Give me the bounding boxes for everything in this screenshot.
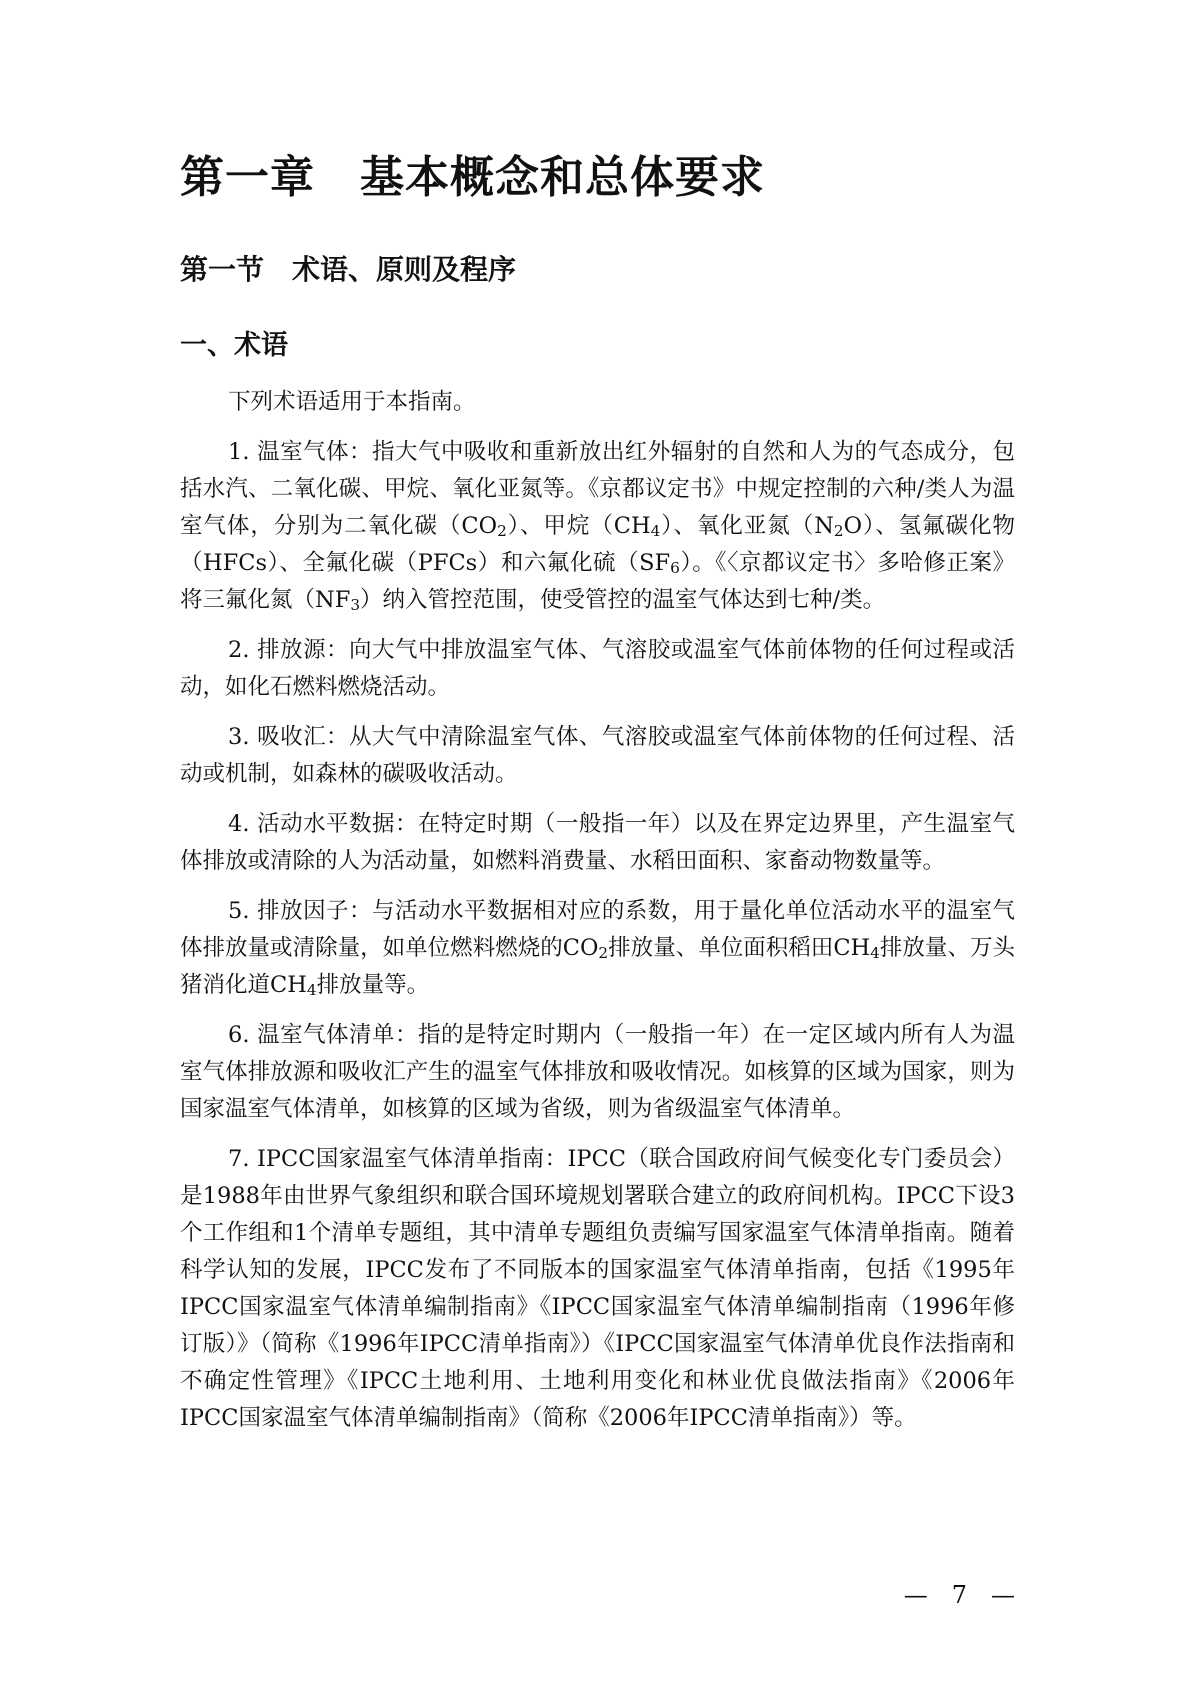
paragraph [180,806,1015,880]
chapter-title: 第一章 基本概念和总体要求 [180,152,765,203]
subscript-text: 4 [306,981,317,1000]
text-run: ）纳入管控范围，使受管控的温室气体达到七种/类。 [360,587,886,613]
paragraph [180,893,1015,1004]
text-run: 1. 温室气体：指大气中吸收和重新放出红外辐射的自然和人为的气态成分，包括水汽、二氧化碳、甲烷、氧化亚氮等。《京都议定书》中规定控制的六种/类人为温室气体，分别为二氧化碳（CO [180,439,1015,539]
text-run: 5. 排放因子：与活动水平数据相对应的系数，用于量化单位活动水平的温室气体排放量或清除量，如单位燃料燃烧的CO [180,898,1015,961]
text-run: 4. 活动水平数据：在特定时期（一般指一年）以及在界定边界里，产生温室气体排放或清除的人为活动量，如燃料消费量、水稻田面积、家畜动物数量等。 [180,811,1015,874]
subscript-text: 3 [350,596,361,615]
text-run: ）、氧化亚氮（N [660,513,834,539]
paragraph [180,632,1015,706]
document-page [180,0,1015,1683]
text-run: 2. 排放源：向大气中排放温室气体、气溶胶或温室气体前体物的任何过程或活动，如化石燃料燃烧活动。 [180,637,1015,700]
paragraph [180,719,1015,793]
paragraph [180,434,1015,619]
subscript-text: 2 [497,522,507,541]
text-run: 下列术语适用于本指南。 [228,389,476,415]
page-number: — 7 — [903,1581,1015,1609]
text-run: O）、氢氟碳化物（HFCs）、全氟化碳（PFCs）和六氟化硫（SF [180,513,1015,576]
text-run: 3. 吸收汇：从大气中清除温室气体、气溶胶或温室气体前体物的任何过程、活动或机制，如森林的碳吸收活动。 [180,724,1015,787]
paragraph [180,1141,1015,1437]
text-run: ）、甲烷（CH [506,513,651,539]
text-run: 7. IPCC国家温室气体清单指南：IPCC（联合国政府间气候变化专门委员会）是1988年由世界气象组织和联合国环境规划署联合建立的政府间机构。IPCC下设3个工作组和1个清单专题组，其中清单专题组负责编写国家温室气体清单指南。随着科学认知的发展，IPCC发布了不同版本的国家温室气体清单指南，包括《1995年IPCC国家温室气体清单编制指南》《IPCC国家温室气体清单编制指南（1996年修订版）》（简称《1996年IPCC清单指南》）《IPCC国家温室气体清单优良作法指南和不确定性管理》《IPCC土地利用、土地利用变化和林业优良做法指南》《2006年IPCC国家温室气体清单编制指南》（简称《2006年IPCC清单指南》）等。 [180,1146,1015,1431]
paragraph [180,384,1015,421]
text-run: 排放量、单位面积稻田CH [608,935,871,961]
text-run: ）。《〈京都议定书〉多哈修正案》将三氟化氮（NF [180,550,1015,613]
text-run: 排放量、万头猪消化道CH [180,935,1015,998]
paragraph [180,1017,1015,1128]
section-title: 第一节 术语、原则及程序 [180,253,517,286]
subscript-text: 4 [870,944,880,963]
text-run: 6. 温室气体清单：指的是特定时期内（一般指一年）在一定区域内所有人为温室气体排放源和吸收汇产生的温室气体排放和吸收情况。如核算的区域为国家，则为国家温室气体清单，如核算的区域为省级，则为省级温室气体清单。 [180,1022,1015,1122]
body-text [180,384,1015,1450]
text-run: 排放量等。 [316,972,430,998]
subscript-text: 2 [833,522,844,541]
subscript-text: 6 [670,559,680,578]
subscript-text: 2 [598,944,609,963]
subscript-text: 4 [650,522,661,541]
subsection-title: 一、术语 [180,330,288,361]
